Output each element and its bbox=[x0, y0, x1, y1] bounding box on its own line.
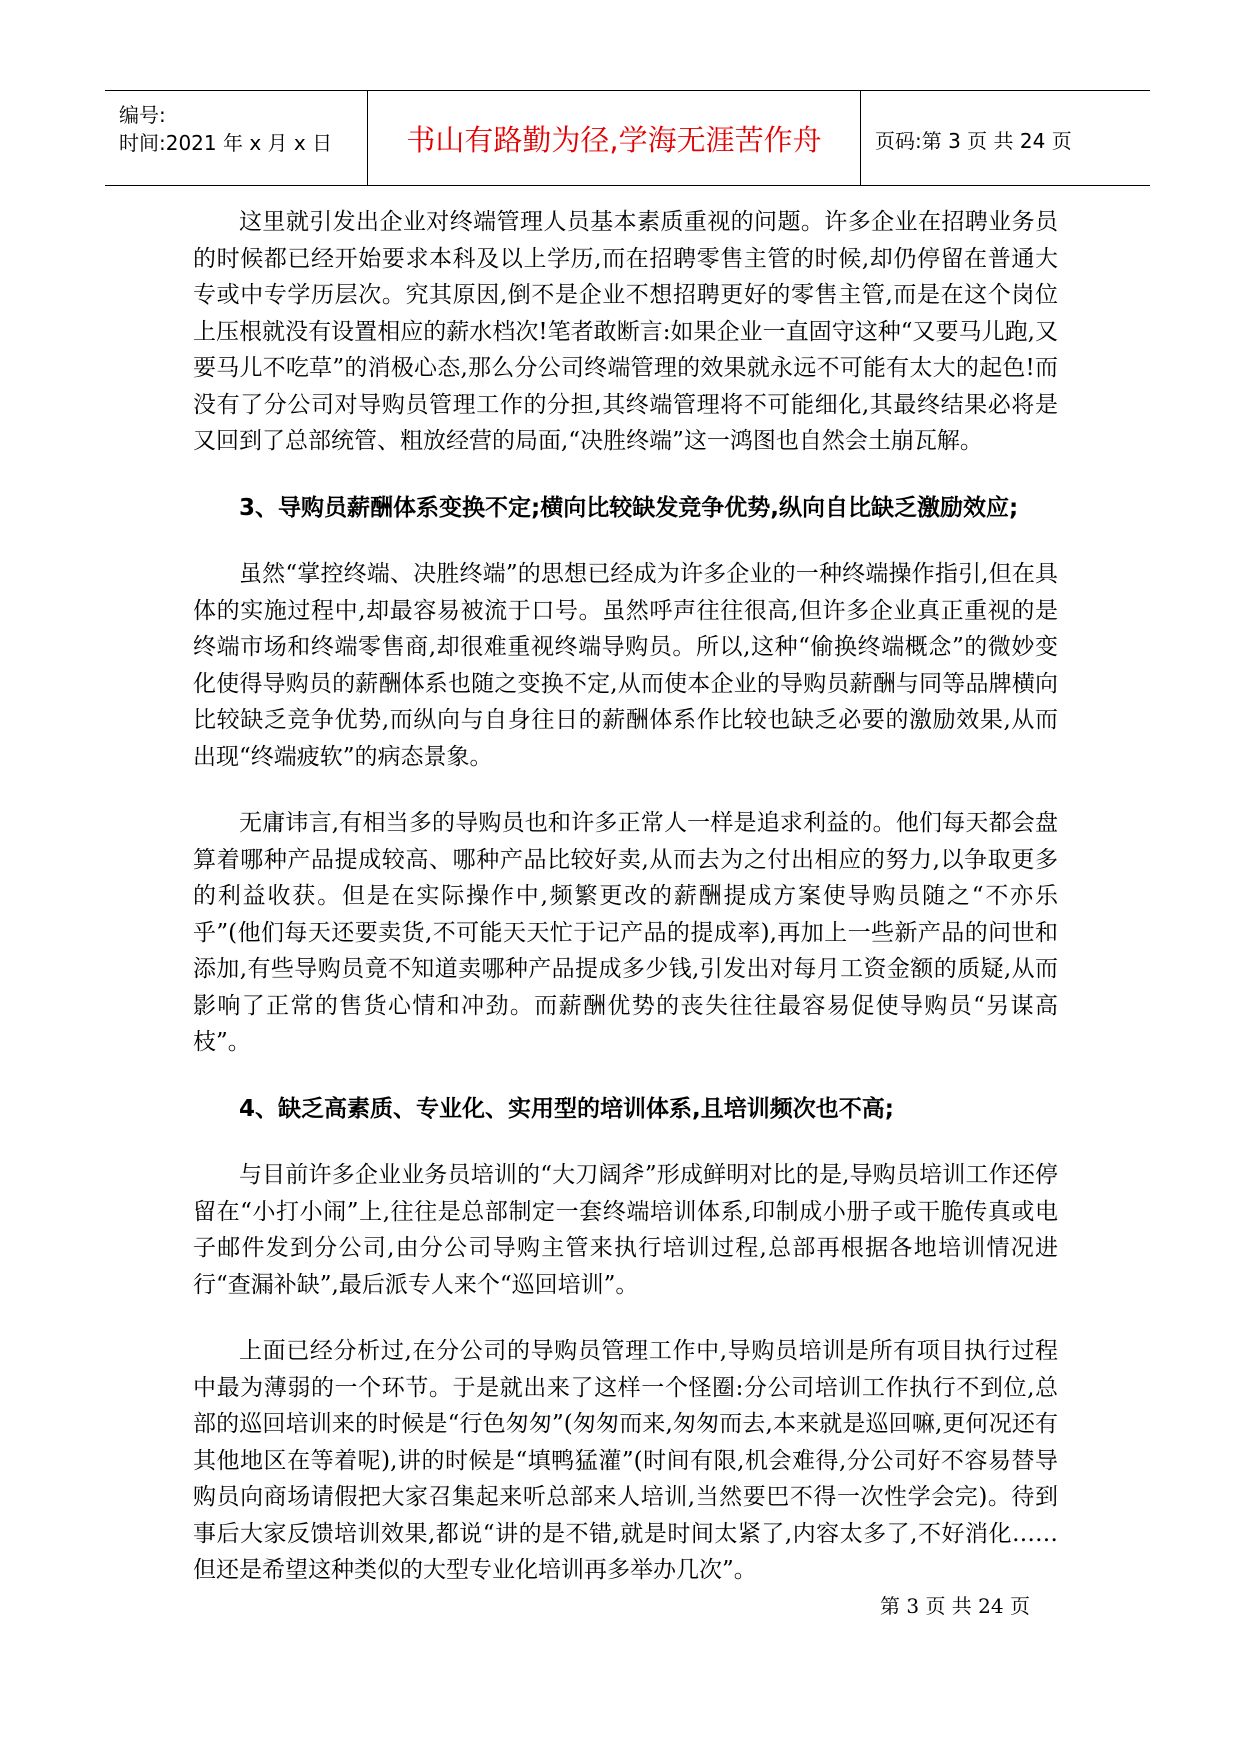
paragraph-2: 虽然“掌控终端、决胜终端”的思想已经成为许多企业的一种终端操作指引,但在具体的实施过程中,却最容易被流于口号。虽然呼声往往很高,但许多企业真正重视的是终端市场和终端零售商,却很难重视终端导购员。所以,这种“偷换终端概念”的微妙变化使得导购员的薪酬体系也随之变换不定,从而使本企业的导购员薪酬与同等品牌横向比较缺乏竞争优势,而纵向与自身往日的薪酬体系作比较也缺乏必要的激励效果,从而出现“终端疲软”的病态景象。 bbox=[193, 561, 1058, 770]
header-page-code: 页码:第 3 页 共 24 页 bbox=[875, 129, 1072, 153]
section-heading-3: 3、导购员薪酬体系变换不定;横向比较缺发竞争优势,纵向自比缺乏激励效应; bbox=[239, 494, 1019, 521]
document-body bbox=[193, 204, 1058, 1619]
header-info-cell bbox=[105, 91, 368, 185]
paragraph-1: 这里就引发出企业对终端管理人员基本素质重视的问题。许多企业在招聘业务员的时候都已经开始要求本科及以上学历,而在招聘零售主管的时候,却仍停留在普通大专或中专学历层次。究其原因,倒不是企业不想招聘更好的零售主管,而是在这个岗位上压根就没有设置相应的薪水档次!笔者敢断言:如果企业一直固守这种“又要马儿跑,又要马儿不吃草”的消极心态,那么分公司终端管理的效果就永远不可能有太大的起色!而没有了分公司对导购员管理工作的分担,其终端管理将不可能细化,其最终结果必将是又回到了总部统管、粗放经营的局面,“决胜终端”这一鸿图也自然会土崩瓦解。 bbox=[193, 209, 1058, 454]
paragraph-5: 上面已经分析过,在分公司的导购员管理工作中,导购员培训是所有项目执行过程中最为薄弱的一个环节。于是就出来了这样一个怪圈:分公司培训工作执行不到位,总部的巡回培训来的时候是“行色匆匆”(匆匆而来,匆匆而去,本来就是巡回嘛,更何况还有其他地区在等着呢),讲的时候是“填鸭猛灌”(时间有限,机会难得,分公司好不容易替导购员向商场请假把大家召集起来听总部来人培训,当然要巴不得一次性学会完)。待到事后大家反馈培训效果,都说“讲的是不错,就是时间太紧了,内容太多了,不好消化……但还是希望这种类似的大型专业化培训再多举办几次”。 bbox=[193, 1338, 1058, 1583]
page-header bbox=[105, 90, 1150, 186]
header-motto: 书山有路勤为径,学海无涯苦作舟 bbox=[406, 123, 822, 157]
paragraph-4: 与目前许多企业业务员培训的“大刀阔斧”形成鲜明对比的是,导购员培训工作还停留在“小打小闹”上,往往是总部制定一套终端培训体系,印制成小册子或干脆传真或电子邮件发到分公司,由分公司导购主管来执行培训过程,总部再根据各地培训情况进行“查漏补缺”,最后派专人来个“巡回培训”。 bbox=[193, 1162, 1058, 1298]
paragraph-3: 无庸讳言,有相当多的导购员也和许多正常人一样是追求利益的。他们每天都会盘算着哪种产品提成较高、哪种产品比较好卖,从而去为之付出相应的努力,以争取更多的利益收获。但是在实际操作中,频繁更改的薪酬提成方案使导购员随之“不亦乐乎”(他们每天还要卖货,不可能天天忙于记产品的提成率),再加上一些新产品的问世和添加,有些导购员竟不知道卖哪种产品提成多少钱,引发出对每月工资金额的质疑,从而影响了正常的售货心情和冲劲。而薪酬优势的丧失往往最容易促使导购员“另谋高枝”。 bbox=[193, 810, 1058, 1055]
section-heading-4: 4、缺乏高素质、专业化、实用型的培训体系,且培训频次也不高; bbox=[239, 1095, 894, 1122]
document-number-label: 编号: bbox=[119, 103, 166, 127]
document-time-label: 时间:2021 年 x 月 x 日 bbox=[119, 131, 333, 155]
header-motto-cell bbox=[368, 91, 861, 185]
page-footer-indicator: 第 3 页 共 24 页 bbox=[880, 1594, 1030, 1618]
header-page-cell bbox=[861, 91, 1150, 185]
